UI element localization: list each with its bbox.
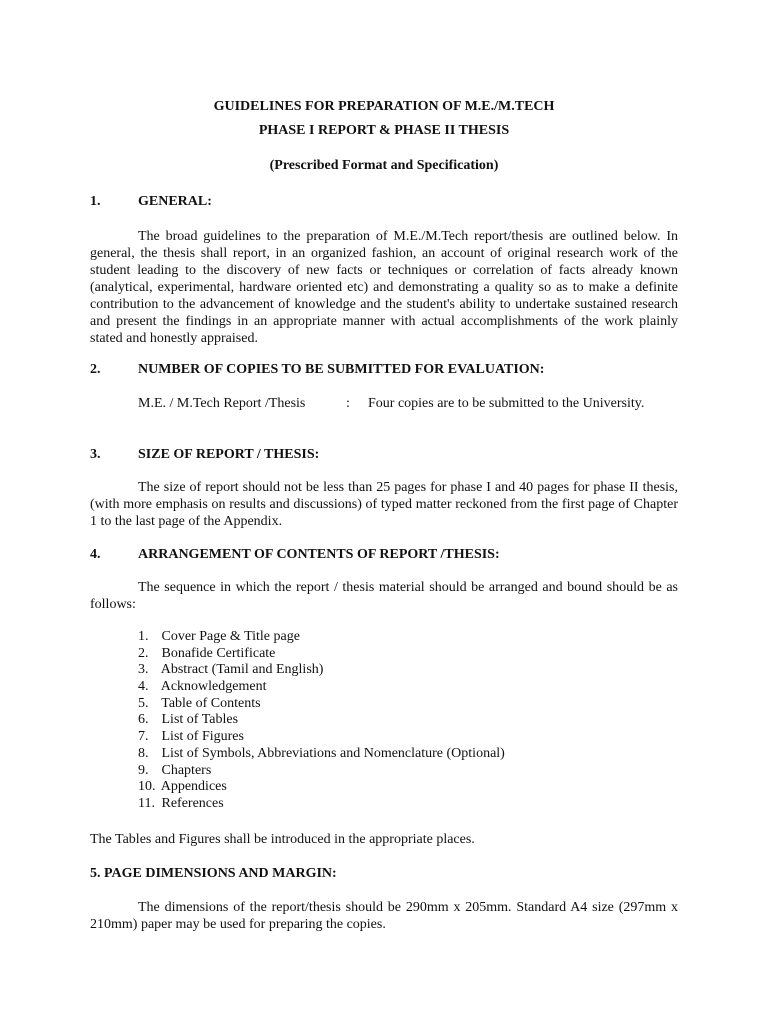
document-title-line-2: PHASE I REPORT & PHASE II THESIS (258, 123, 510, 138)
contents-list-item: 7. List of Figures (138, 729, 244, 745)
section-dimensions-body: The dimensions of the report/thesis should be 290mm x 205mm. Standard A4 size (297mm x 210mm) paper may be used for preparing the copies. (90, 900, 678, 932)
section-title: SIZE OF REPORT / THESIS: (138, 447, 320, 462)
section-number: 3. (90, 447, 101, 462)
section-size-body: The size of report should not be less than 25 pages for phase I and 40 pages for phase II thesis, (with more emphasis on results and discussions) of typed matter reckoned from the first page of Chapter 1 to the last page of the Appendix. (90, 480, 678, 529)
contents-list (138, 629, 505, 813)
copies-label: M.E. / M.Tech Report /Thesis (138, 396, 306, 411)
section-copies-heading (90, 361, 544, 378)
copies-value: Four copies are to be submitted to the University. (368, 396, 645, 411)
contents-list-item: 1. Cover Page & Title page (138, 629, 300, 644)
contents-list-item: 8. List of Symbols, Abbreviations and Nomenclature (Optional) (138, 745, 505, 761)
contents-list-item: 9. Chapters (138, 762, 212, 778)
section-number: 1. (90, 194, 101, 209)
section-number: 2. (90, 362, 101, 377)
copies-colon: : (346, 396, 350, 411)
section-general-heading (90, 193, 212, 210)
section-dimensions-heading: 5. PAGE DIMENSIONS AND MARGIN: (90, 866, 337, 881)
contents-list-item: 4. Acknowledgement (138, 679, 267, 695)
section-title: GENERAL: (138, 194, 212, 209)
section-arrangement-body: The sequence in which the report / thesis material should be arranged and bound should be as follows: (90, 580, 678, 612)
section-size-heading (90, 446, 319, 463)
document-title-line-1: GUIDELINES FOR PREPARATION OF M.E./M.TECH (213, 99, 555, 114)
contents-list-item: 6. List of Tables (138, 712, 239, 728)
section-general-body: The broad guidelines to the preparation of M.E./M.Tech report/thesis are outlined below. In general, the thesis shall report, in an organized fashion, an account of original research work of the student leading to the discovery of new facts or techniques or correlation of facts already known (analytical, experimental, hardware oriented etc) and demonstrating a quality so as to make a definite contribution to the advancement of knowledge and the student's ability to undertake sustained research and present the findings in an appropriate manner with actual accomplishments of the work plainly stated and honestly appraised. (90, 229, 678, 346)
document-subtitle: (Prescribed Format and Specification) (269, 158, 499, 173)
contents-list-item: 5. Table of Contents (138, 695, 261, 711)
contents-list-item: 10. Appendices (138, 779, 227, 795)
contents-list-item: 2. Bonafide Certificate (138, 645, 276, 661)
contents-list-item: 3. Abstract (Tamil and English) (138, 662, 324, 678)
section-title: NUMBER OF COPIES TO BE SUBMITTED FOR EVALUATION: (138, 362, 545, 377)
contents-list-item: 11. References (138, 795, 224, 811)
section-arrangement-heading (90, 546, 500, 563)
section-number: 4. (90, 547, 101, 562)
section-title: ARRANGEMENT OF CONTENTS OF REPORT /THESIS: (138, 547, 500, 562)
tables-figures-note: The Tables and Figures shall be introduced in the appropriate places. (90, 832, 475, 847)
